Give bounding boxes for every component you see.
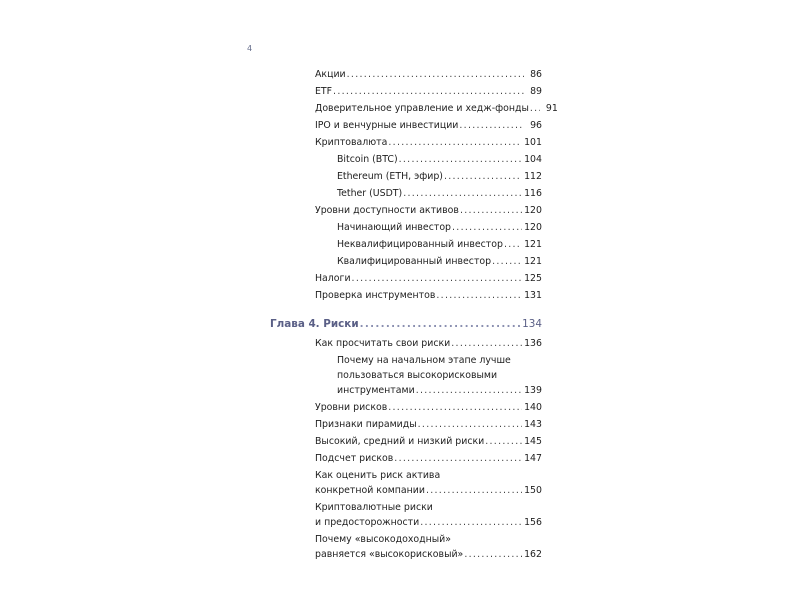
toc-entry bbox=[315, 101, 558, 116]
toc-entry bbox=[315, 500, 542, 530]
toc-entry bbox=[315, 417, 542, 432]
toc-entry-title-line: Криптовалютные риски bbox=[315, 502, 433, 513]
dot-leader bbox=[492, 254, 522, 269]
toc-page-number: 140 bbox=[524, 402, 542, 413]
dot-leader bbox=[347, 67, 524, 82]
dot-leader bbox=[394, 451, 522, 466]
toc-entry-title-line: и предосторожности bbox=[315, 517, 420, 528]
dot-leader bbox=[418, 417, 522, 432]
toc-entry-title-line: Неквалифицированный инвестор bbox=[337, 239, 503, 250]
toc-page-number: 101 bbox=[524, 137, 542, 148]
toc-entry bbox=[315, 271, 542, 286]
toc-entry-title-line: ETF bbox=[315, 86, 333, 97]
toc-entry-title-line: Криптовалюта bbox=[315, 137, 388, 148]
toc-entry-title-line: конкретной компании bbox=[315, 485, 425, 496]
dot-leader bbox=[399, 152, 522, 167]
dot-leader bbox=[403, 186, 522, 201]
dot-leader bbox=[444, 169, 522, 184]
toc-entry bbox=[315, 400, 542, 415]
toc-entry-title-line: инструментами bbox=[337, 385, 415, 396]
toc-entry-title-line: Уровни доступности активов bbox=[315, 205, 459, 216]
toc-page-number: 112 bbox=[524, 171, 542, 182]
toc-entry bbox=[315, 135, 542, 150]
toc-page-number: 104 bbox=[524, 154, 542, 165]
toc-entry-title-line: Почему «высокодоходный» bbox=[315, 534, 451, 545]
dot-leader bbox=[504, 237, 522, 252]
dot-leader bbox=[485, 434, 522, 449]
toc-entry-title-line: IPO и венчурные инвестиции bbox=[315, 120, 459, 131]
toc-entry-title-line: равняется «высокорисковый» bbox=[315, 549, 464, 560]
toc-entry-title-line: Квалифицированный инвестор bbox=[337, 256, 492, 267]
toc-entry bbox=[337, 186, 542, 201]
toc-entry bbox=[315, 67, 542, 82]
toc-entry-title-line: Высокий, средний и низкий риски bbox=[315, 436, 485, 447]
toc-entry-title-line: пользоваться высокорисковыми bbox=[337, 370, 498, 381]
toc-entry-title-line: Tether (USDT) bbox=[337, 188, 403, 199]
toc-page-number: 121 bbox=[524, 256, 542, 267]
toc-page-number: 125 bbox=[524, 273, 542, 284]
toc-page-number: 145 bbox=[524, 436, 542, 447]
dot-leader bbox=[333, 84, 524, 99]
toc-page-number: 139 bbox=[524, 385, 542, 396]
dot-leader bbox=[451, 336, 522, 351]
dot-leader bbox=[416, 383, 522, 398]
toc-entry-title-line: Проверка инструментов bbox=[315, 290, 436, 301]
toc-entry bbox=[315, 434, 542, 449]
dot-leader bbox=[460, 203, 522, 218]
toc-chapter-heading bbox=[270, 317, 542, 332]
toc-page-number: 120 bbox=[524, 205, 542, 216]
toc-entry-title-line: Доверительное управление и хедж-фонды bbox=[315, 103, 529, 114]
toc-entry-title-line: Акции bbox=[315, 69, 346, 80]
dot-leader bbox=[360, 317, 521, 332]
toc-page-number: 162 bbox=[524, 549, 542, 560]
toc-page-number: 86 bbox=[530, 69, 542, 80]
toc-entry-title-line: Ethereum (ETH, эфир) bbox=[337, 171, 443, 182]
toc-entry-title-line: Почему на начальном этапе лучше bbox=[337, 355, 511, 366]
toc-page-number: 136 bbox=[524, 338, 542, 349]
toc-entry-title-line: Уровни рисков bbox=[315, 402, 388, 413]
toc-entry bbox=[315, 336, 542, 351]
toc-page-number: 121 bbox=[524, 239, 542, 250]
dot-leader bbox=[436, 288, 522, 303]
toc-entry bbox=[337, 169, 542, 184]
toc-page-number: 89 bbox=[530, 86, 542, 97]
toc-entry bbox=[337, 353, 542, 398]
page-number: 4 bbox=[247, 44, 253, 53]
toc-entry-title-line: Как просчитать свои риски bbox=[315, 338, 451, 349]
dot-leader bbox=[464, 547, 522, 562]
toc-page-number: 131 bbox=[524, 290, 542, 301]
toc-entry bbox=[337, 220, 542, 235]
toc-page-number: 116 bbox=[524, 188, 542, 199]
dot-leader bbox=[426, 483, 522, 498]
toc-entry-title-line: Глава 4. Риски bbox=[270, 318, 359, 330]
toc-entry bbox=[337, 152, 542, 167]
toc-entry-title-line: Подсчет рисков bbox=[315, 453, 394, 464]
toc-page-number: 134 bbox=[522, 318, 542, 330]
toc-entry-title-line: Как оценить риск актива bbox=[315, 470, 441, 481]
toc-entry bbox=[315, 468, 542, 498]
toc-entry bbox=[315, 532, 542, 562]
toc-entry bbox=[315, 84, 542, 99]
toc-page-number: 96 bbox=[530, 120, 542, 131]
toc-entry bbox=[315, 203, 542, 218]
toc-page-number: 91 bbox=[545, 103, 558, 114]
dot-leader bbox=[420, 515, 522, 530]
toc-entry bbox=[315, 118, 542, 133]
toc-entry bbox=[315, 288, 542, 303]
toc-page-number: 120 bbox=[524, 222, 542, 233]
toc-entry bbox=[337, 254, 542, 269]
toc-entry-title-line: Признаки пирамиды bbox=[315, 419, 417, 430]
dot-leader bbox=[352, 271, 523, 286]
dot-leader bbox=[459, 118, 524, 133]
toc-page-number: 150 bbox=[524, 485, 542, 496]
dot-leader bbox=[388, 400, 522, 415]
toc-entry-title-line: Налоги bbox=[315, 273, 351, 284]
toc-page-number: 147 bbox=[524, 453, 542, 464]
dot-leader bbox=[452, 220, 522, 235]
toc-entry bbox=[315, 451, 542, 466]
dot-leader bbox=[530, 101, 540, 116]
toc-page-number: 143 bbox=[524, 419, 542, 430]
toc-page-number: 156 bbox=[524, 517, 542, 528]
toc-entry bbox=[337, 237, 542, 252]
toc-entry-title-line: Начинающий инвестор bbox=[337, 222, 452, 233]
toc-entry-title-line: Bitcoin (BTC) bbox=[337, 154, 398, 165]
dot-leader bbox=[388, 135, 522, 150]
